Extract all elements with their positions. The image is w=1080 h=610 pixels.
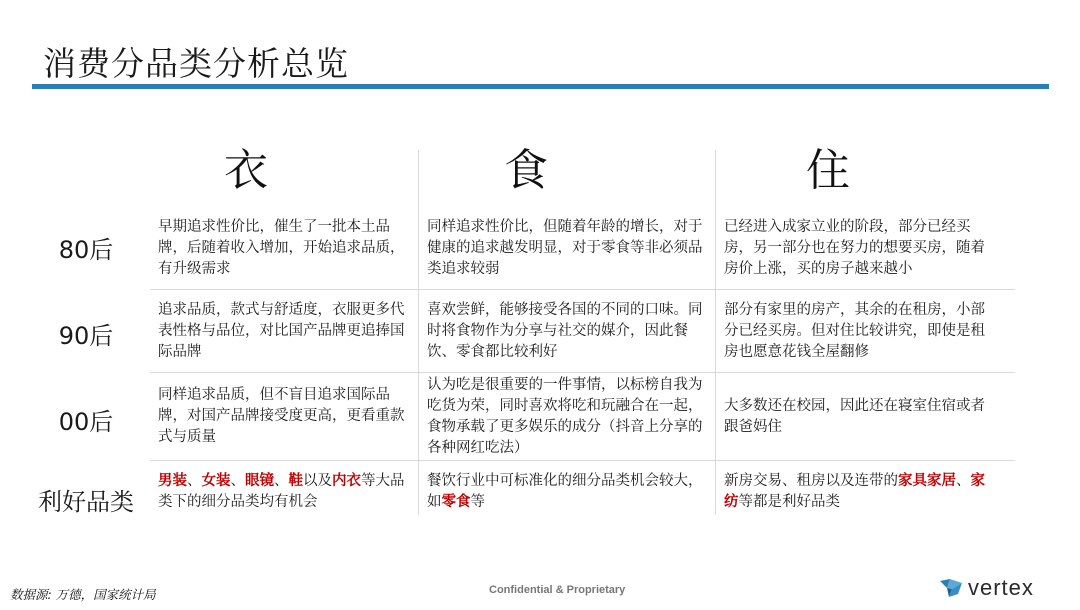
table-cell bbox=[724, 291, 989, 371]
cell-text-segment: 、 bbox=[274, 473, 289, 489]
vertex-logo-icon bbox=[938, 577, 964, 599]
cell-text-segment: 餐饮行业中可标准化的细分品类机会较大，如 bbox=[427, 473, 703, 510]
cell-text bbox=[158, 300, 410, 363]
cell-text-segment: 、 bbox=[187, 473, 202, 489]
column-header-food: 食 bbox=[504, 145, 548, 196]
cell-text bbox=[724, 396, 989, 438]
cell-text-segment: 认为吃是很重要的一件事情，以标榜自我为吃货为荣，同时喜欢将吃和玩融合在一起，食物承载了更多娱乐的成分（抖音上分享的各种网红吃法） bbox=[427, 376, 703, 456]
cell-text-segment: 追求品质，款式与舒适度，衣服更多代表性格与品位，对比国产品牌更追捧国际品牌 bbox=[158, 301, 405, 360]
table-cell bbox=[158, 291, 410, 371]
table-cell bbox=[427, 374, 707, 459]
table-cell bbox=[158, 208, 410, 288]
cell-text bbox=[427, 375, 707, 459]
cell-text-segment: 喜欢尝鲜，能够接受各国的不同的口味。同时将食物作为分享与社交的媒介，因此餐饮、零食都比较利好 bbox=[427, 301, 703, 360]
cell-text bbox=[724, 300, 989, 363]
cell-text-segment: 同样追求性价比，但随着年龄的增长，对于健康的追求越发明显，对于零食等非必须品类追求较弱 bbox=[427, 218, 703, 277]
cell-text-segment: 以及 bbox=[303, 473, 332, 489]
table-cell bbox=[724, 374, 989, 459]
cell-text bbox=[427, 300, 707, 363]
table-cell bbox=[427, 208, 707, 288]
cell-text bbox=[427, 471, 707, 513]
highlighted-category: 家纺 bbox=[724, 473, 985, 510]
highlighted-category: 内衣 bbox=[332, 473, 361, 489]
row-header-00s: 00后 bbox=[58, 408, 114, 436]
table-cell bbox=[158, 463, 410, 521]
table-cell bbox=[427, 463, 707, 521]
cell-text-segment: 等都是利好品类 bbox=[738, 494, 840, 510]
confidential-label: Confidential & Proprietary bbox=[489, 584, 626, 596]
cell-text bbox=[158, 217, 410, 280]
row-header-80s: 80后 bbox=[58, 236, 114, 264]
vertex-logo bbox=[938, 575, 1034, 601]
highlighted-category: 男装 bbox=[158, 473, 187, 489]
logo-text: vertex bbox=[968, 575, 1034, 600]
data-source-note: 数据源: 万德，国家统计局 bbox=[10, 587, 156, 602]
column-header-housing: 住 bbox=[806, 145, 850, 196]
row-divider bbox=[150, 372, 1015, 373]
cell-text-segment: 早期追求性价比，催生了一批本土品牌，后随着收入增加，开始追求品质，有升级需求 bbox=[158, 218, 405, 277]
cell-text-segment: 新房交易、租房以及连带的 bbox=[724, 473, 898, 489]
table-cell bbox=[724, 463, 989, 521]
highlighted-category: 鞋 bbox=[288, 473, 303, 489]
highlighted-category: 眼镜 bbox=[245, 473, 274, 489]
cell-text-segment: 同样追求品质，但不盲目追求国际品牌，对国产品牌接受度更高，更看重款式与质量 bbox=[158, 387, 405, 445]
cell-text bbox=[427, 217, 707, 280]
table-cell bbox=[427, 291, 707, 371]
highlighted-category: 零食 bbox=[441, 494, 471, 510]
cell-text bbox=[724, 471, 989, 513]
highlighted-category: 家具家居 bbox=[898, 473, 956, 489]
cell-text-segment: 部分有家里的房产，其余的在租房，小部分已经买房。但对住比较讲究，即使是租房也愿意花钱全屋翻修 bbox=[724, 301, 985, 360]
highlighted-category: 女装 bbox=[201, 473, 231, 489]
row-header-benefit-categories: 利好品类 bbox=[38, 488, 134, 516]
cell-text-segment: 已经进入成家立业的阶段，部分已经买房，另一部分也在努力的想要买房，随着房价上涨，买的房子越来越小 bbox=[724, 218, 985, 277]
cell-text-segment: 等大品类下的细分品类均有机会 bbox=[158, 473, 405, 510]
column-header-clothing: 衣 bbox=[224, 145, 268, 196]
page-title: 消费分品类分析总览 bbox=[43, 44, 349, 83]
row-header-90s: 90后 bbox=[58, 322, 114, 350]
cell-text bbox=[724, 217, 989, 280]
cell-text bbox=[158, 471, 410, 513]
cell-text-segment: 、 bbox=[956, 473, 971, 489]
cell-text-segment: 、 bbox=[230, 473, 245, 489]
cell-text bbox=[158, 385, 410, 448]
row-divider bbox=[150, 289, 1015, 290]
table-cell bbox=[724, 208, 989, 288]
title-divider bbox=[32, 84, 1049, 89]
table-cell bbox=[158, 374, 410, 459]
cell-text-segment: 等 bbox=[470, 494, 485, 510]
row-divider bbox=[150, 460, 1015, 461]
cell-text-segment: 大多数还在校园，因此还在寝室住宿或者跟爸妈住 bbox=[724, 397, 985, 435]
